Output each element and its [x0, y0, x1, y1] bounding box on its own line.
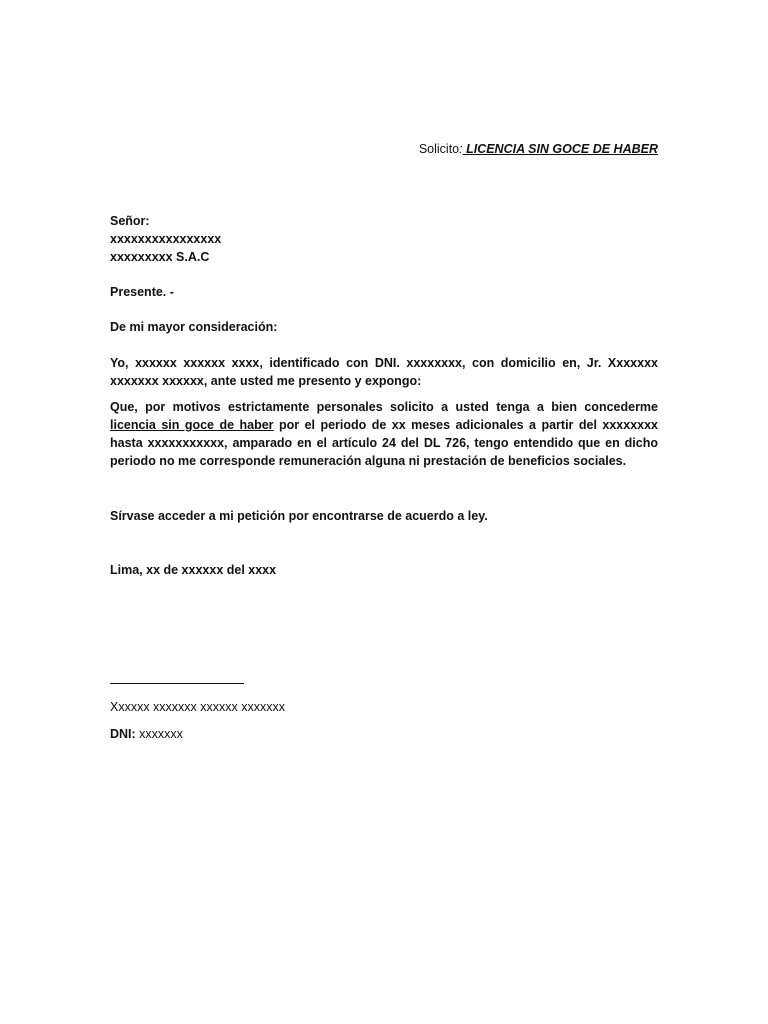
- body-text-1: Que, por motivos estrictamente personales solicito a usted tenga a bien concederme: [110, 400, 658, 414]
- intro-text-3: , con domicilio en, Jr. Xxxxxxx xxxxxxx xxxxxx, ante usted me presento y expongo:: [110, 356, 658, 388]
- body-highlight: licencia sin goce de haber: [110, 418, 274, 432]
- addressee-block: [110, 212, 658, 266]
- subject-label: Solicito: [418, 142, 460, 156]
- place-date-line: Lima, xx de xxxxxx del xxxx: [110, 563, 277, 577]
- salutation: Señor:: [110, 214, 150, 228]
- intro-paragraph: [110, 354, 658, 390]
- requester-name: xxxxxx xxxxxx xxxx: [135, 356, 260, 370]
- signature-dni-value: xxxxxxx: [135, 727, 183, 741]
- body-text-2: por el periodo de xx meses adicionales a partir del xxxxxxxx hasta xxxxxxxxxxx, amparado en el artículo 24 del DL 726, tengo entendido que en dicho periodo no me corresponde remuneración alguna ni prestación de beneficios sociales.: [110, 418, 659, 468]
- body-paragraph: [110, 398, 658, 470]
- signature-name: Xxxxxx xxxxxxx xxxxxx xxxxxxx: [110, 700, 286, 714]
- subject-colon: :: [459, 142, 463, 156]
- subject-value: LICENCIA SIN GOCE DE HABER: [462, 142, 658, 156]
- signature-dni-label: DNI:: [110, 727, 136, 741]
- subject-line: [110, 140, 658, 158]
- intro-dni-value: xxxxxxxx: [406, 356, 463, 370]
- presente-line: Presente. -: [110, 285, 174, 299]
- intro-text-2: , identificado con: [259, 356, 375, 370]
- signature-dni: [110, 725, 658, 743]
- signature-line: [110, 683, 244, 684]
- addressee-company: xxxxxxxxx S.A.C: [110, 250, 210, 264]
- intro-text-1: Yo,: [110, 356, 136, 370]
- addressee-name: xxxxxxxxxxxxxxxx: [110, 232, 222, 246]
- greeting-line: De mi mayor consideración:: [110, 320, 278, 334]
- intro-dni-label: DNI.: [374, 356, 407, 370]
- request-line: Sírvase acceder a mi petición por encontrarse de acuerdo a ley.: [110, 509, 488, 523]
